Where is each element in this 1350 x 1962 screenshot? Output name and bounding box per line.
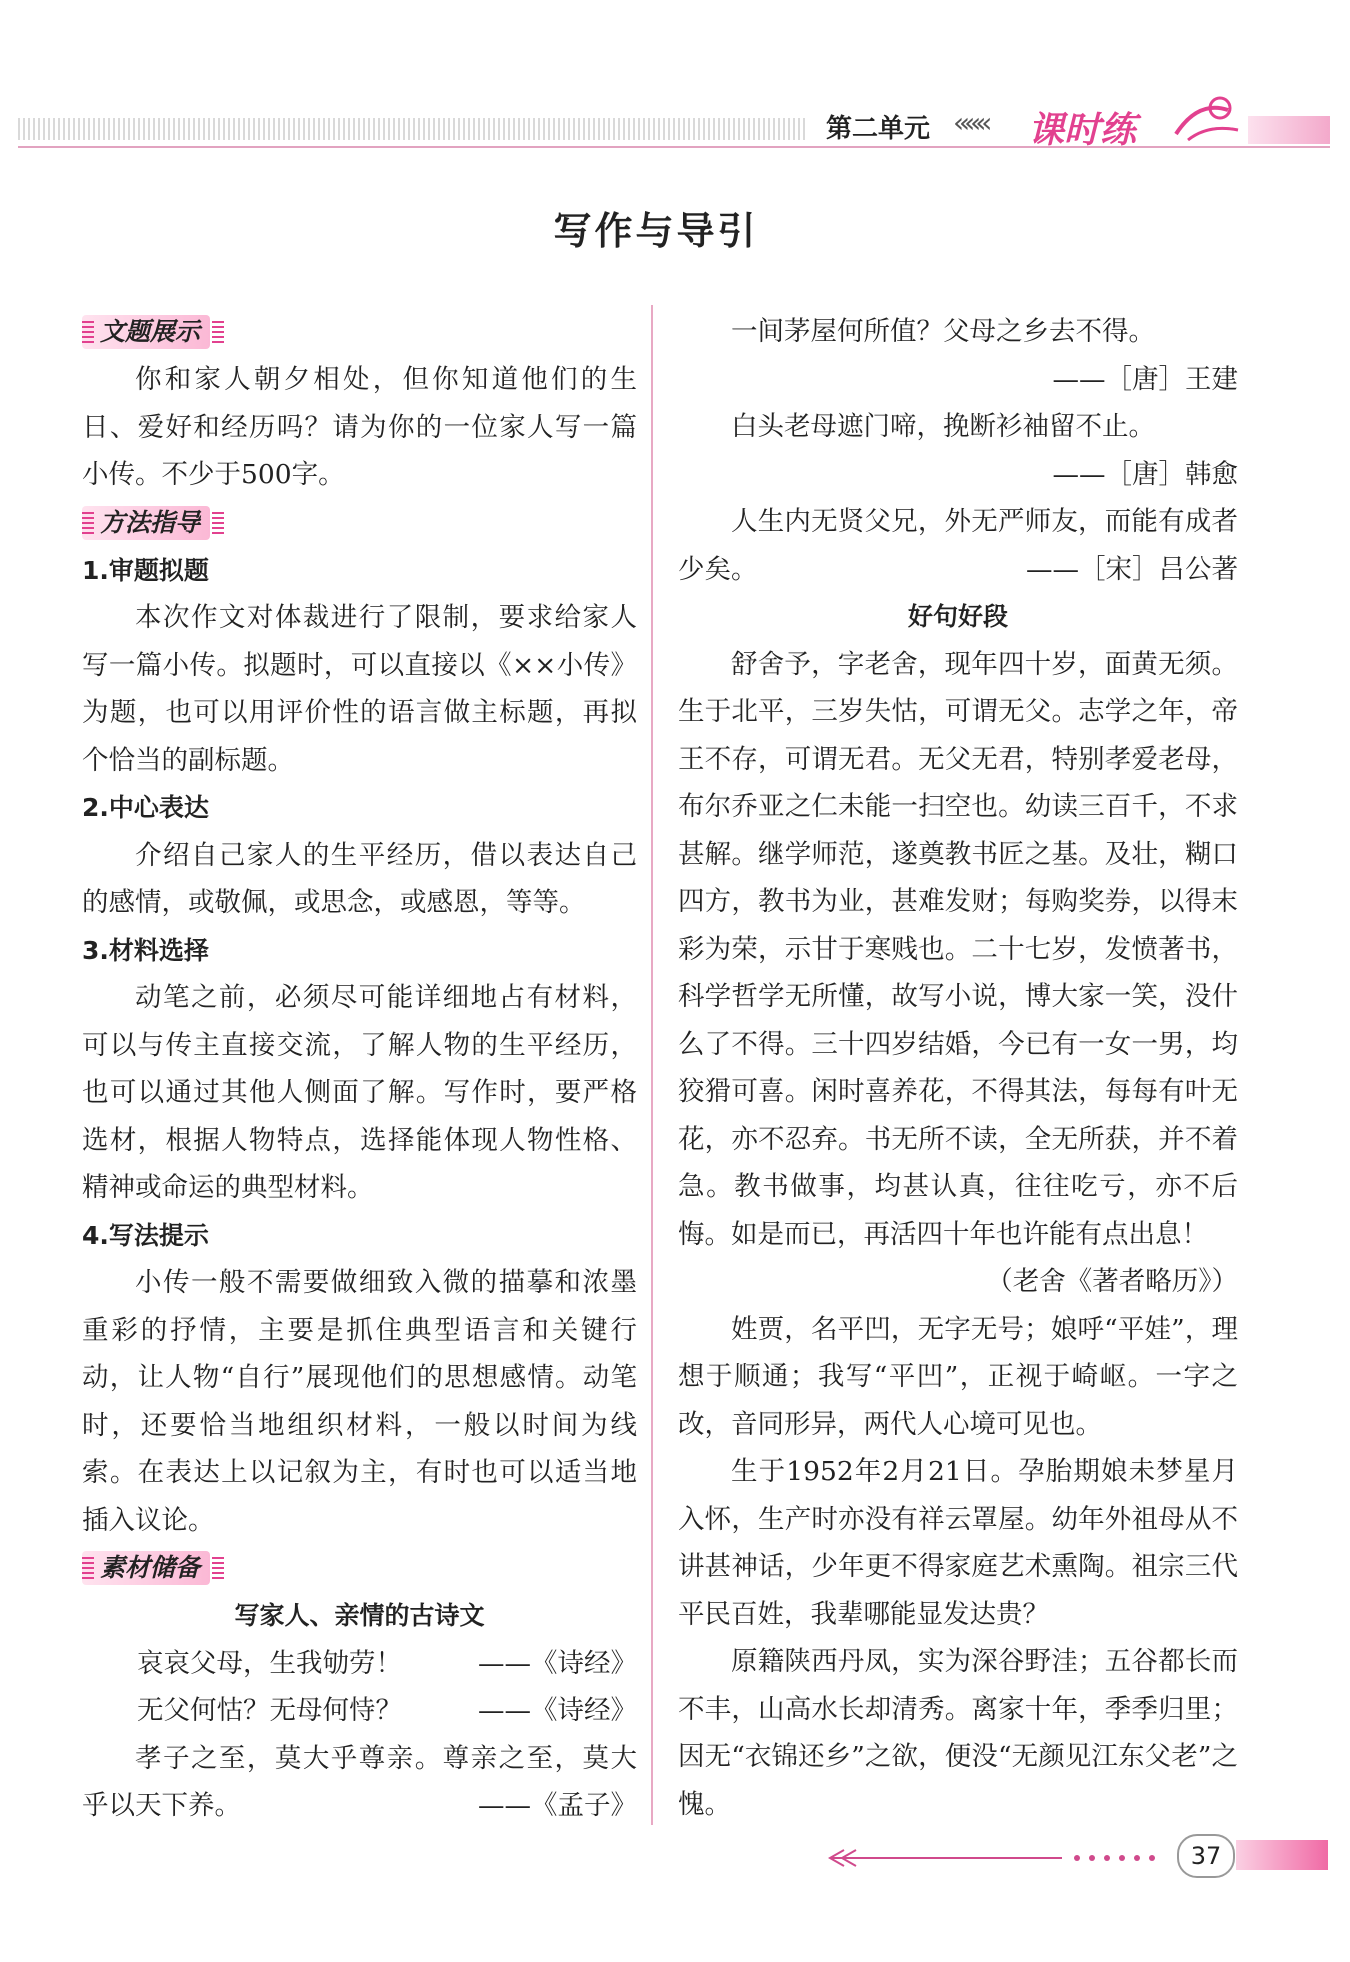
method-text-2: 介绍自己家人的生平经历，借以表达自己的感情，或敬佩，或思念，或感恩，等等。 <box>82 839 637 918</box>
arrow-left-icon <box>822 1848 1172 1868</box>
header-stripe <box>18 118 808 140</box>
material-subtitle: 写家人、亲情的古诗文 <box>234 1601 485 1630</box>
quote-4-source: ——［唐］王建 <box>1052 363 1238 395</box>
quote-1: 哀哀父母，生我劬劳！ ——《诗经》 <box>137 1647 637 1679</box>
sample-paragraph-4: 原籍陕西丹凤，实为深谷野洼；五谷都长而不丰，山高水长却清秀。离家十年，季季归里；因无“衣锦还乡”之欲，便没“无颜见江东父老”之愧。 <box>678 1646 1238 1820</box>
method-heading-3: 3.材料选择 <box>82 935 209 965</box>
quote-5-source: ——［唐］韩愈 <box>1052 458 1238 490</box>
quote-4: 一间茅屋何所值？父母之乡去不得。 <box>731 316 1155 347</box>
page-number: 37 <box>1177 1834 1235 1878</box>
page-title: 写作与导引 <box>553 209 759 253</box>
right-column <box>678 308 1238 1828</box>
sample-paragraph-2: 姓贾，名平凹，无字无号；娘呼“平娃”，理想于顺通；我写“平凹”，正视于崎岖。一字之改，音同形异，两代人心境可见也。 <box>678 1313 1238 1440</box>
quote-3-source: ——《孟子》 <box>478 1790 637 1821</box>
quote-6: 人生内无贤父兄，外无严师友，而能有成者少矣。 <box>678 506 1238 585</box>
quote-5: 白头老母遮门啼，挽断衫袖留不止。 <box>731 411 1155 442</box>
sample-paragraph-3: 生于1952年2月21日。孕胎期娘未梦星月入怀，生产时亦没有祥云罩屋。幼年外祖母从不讲甚神话，少年更不得家庭艺术熏陶。祖宗三代平民百姓，我辈哪能显发达贵？ <box>678 1456 1238 1630</box>
header-pink-bar <box>1248 116 1330 144</box>
sample-paragraph-1: 舒舍予，字老舍，现年四十岁，面黄无须。生于北平，三岁失怙，可谓无父。志学之年，帝王不存，可谓无君。无父无君，特别孝爱老母，布尔乔亚之仁未能一扫空也。幼读三百千，不求甚解。继学师范，遂奠教书匠之基。及壮，糊口四方，教书为业，甚难发财；每购奖券，以得末彩为荣，示甘于寒贱也。二十七岁，发愤著书，科学哲学无所懂，故写小说，博大家一笑，没什么了不得。三十四岁结婚，今已有一女一男，均狡猾可喜。闲时喜养花，不得其法，每每有叶无花，亦不忍弃。书无所不读，全无所获，并不着急。教书做事，均甚认真，往往吃亏，亦不后悔。如是而已，再活四十年也许能有点出息！ <box>678 648 1238 1250</box>
chevron-icon: ««« <box>953 106 987 139</box>
section-tag-method: 方法指导 <box>82 506 210 540</box>
prompt-text: 你和家人朝夕相处，但你知道他们的生日、爱好和经历吗？请为你的一位家人写一篇小传。不少于500字。 <box>82 364 637 490</box>
star-swirl-icon <box>1168 90 1248 150</box>
quote-2: 无父何怙？无母何恃？ ——《诗经》 <box>137 1695 637 1726</box>
brand-logo: 课时练 <box>1028 110 1137 151</box>
unit-label: 第二单元 <box>826 114 931 144</box>
method-text-3: 动笔之前，必须尽可能详细地占有材料，可以与传主直接交流，了解人物的生平经历，也可以通过其他人侧面了解。写作时，要严格选材，根据人物特点，选择能体现人物性格、精神或命运的典型材料。 <box>82 982 637 1203</box>
section-tag-material: 素材储备 <box>82 1551 210 1585</box>
method-text-1: 本次作文对体裁进行了限制，要求给家人写一篇小传。拟题时，可以直接以《××小传》为题，也可以用评价性的语言做主标题，再拟个恰当的副标题。 <box>82 602 637 776</box>
good-sentences-subtitle: 好句好段 <box>907 602 1008 631</box>
page-header <box>18 104 1330 151</box>
quote-3: 孝子之至，莫大乎尊亲。尊亲之至，莫大乎以天下养。 <box>82 1742 637 1821</box>
method-text-4: 小传一般不需要做细致入微的描摹和浓墨重彩的抒情，主要是抓住典型语言和关键行动，让人物“自行”展现他们的思想感情。动笔时，还要恰当地组织材料，一般以时间为线索。在表达上以记叙为主，有时也可以适当地插入议论。 <box>82 1267 637 1536</box>
footer-pink-bar <box>1236 1840 1328 1870</box>
section-tag-prompt: 文题展示 <box>82 315 210 349</box>
method-heading-4: 4.写法提示 <box>82 1220 209 1250</box>
method-heading-2: 2.中心表达 <box>82 793 209 822</box>
sample-paragraph-1-source: （老舍《著者略历》） <box>986 1266 1238 1297</box>
quote-6-source: ——［宋］吕公著 <box>1026 553 1238 585</box>
column-divider <box>651 305 653 1825</box>
method-heading-1: 1.审题拟题 <box>82 555 209 585</box>
left-column <box>82 308 637 1830</box>
